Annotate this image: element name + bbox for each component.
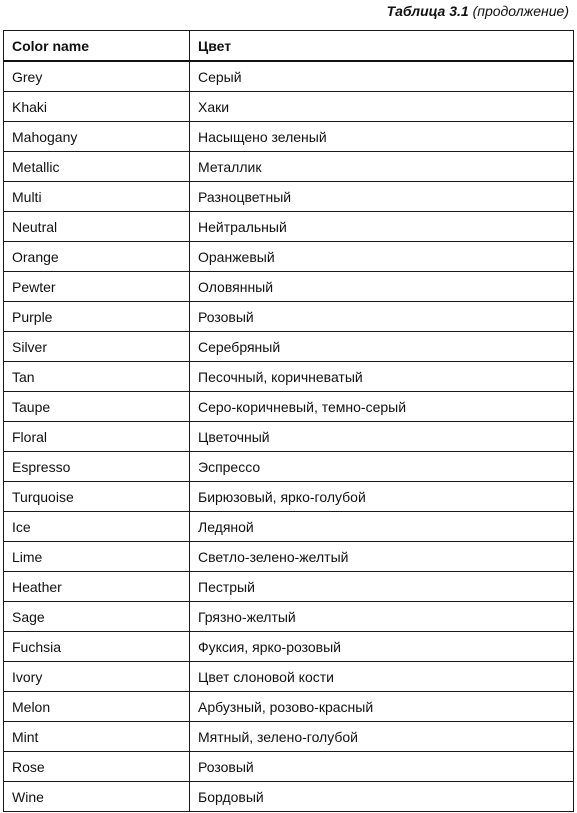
table-row: [4, 782, 574, 812]
color-name-cell: Turquoise: [4, 482, 190, 512]
translation-cell: Цвет слоновой кости: [190, 662, 574, 692]
translation-cell: Розовый: [190, 752, 574, 782]
translation-cell: Нейтральный: [190, 212, 574, 242]
translation-cell: Розовый: [190, 302, 574, 332]
table-row: [4, 61, 574, 92]
color-name-cell: Wine: [4, 782, 190, 812]
color-name-cell: Grey: [4, 61, 190, 92]
table-row: [4, 122, 574, 152]
color-name-cell: Orange: [4, 242, 190, 272]
translation-cell: Оловянный: [190, 272, 574, 302]
table-caption-label: Таблица 3.1: [386, 3, 469, 19]
color-name-cell: Sage: [4, 602, 190, 632]
color-names-table: [3, 30, 574, 812]
color-name-cell: Heather: [4, 572, 190, 602]
translation-cell: Серый: [190, 61, 574, 92]
color-name-cell: Ivory: [4, 662, 190, 692]
color-name-cell: Lime: [4, 542, 190, 572]
table-row: [4, 542, 574, 572]
color-name-cell: Multi: [4, 182, 190, 212]
translation-cell: Насыщено зеленый: [190, 122, 574, 152]
translation-cell: Цветочный: [190, 422, 574, 452]
translation-cell: Серо-коричневый, темно-серый: [190, 392, 574, 422]
table-row: [4, 362, 574, 392]
table-row: [4, 752, 574, 782]
table-row: [4, 512, 574, 542]
translation-cell: Эспрессо: [190, 452, 574, 482]
table-row: [4, 152, 574, 182]
table-row: [4, 182, 574, 212]
table-row: [4, 632, 574, 662]
color-name-cell: Khaki: [4, 92, 190, 122]
table-row: [4, 242, 574, 272]
translation-cell: Фуксия, ярко-розовый: [190, 632, 574, 662]
color-name-cell: Taupe: [4, 392, 190, 422]
translation-cell: Песочный, коричневатый: [190, 362, 574, 392]
color-name-cell: Tan: [4, 362, 190, 392]
color-name-cell: Mahogany: [4, 122, 190, 152]
color-name-cell: Metallic: [4, 152, 190, 182]
table-body: [4, 61, 574, 812]
table-caption: [387, 3, 569, 19]
column-header-translation: Цвет: [190, 31, 574, 62]
table-row: [4, 662, 574, 692]
translation-cell: Грязно-желтый: [190, 602, 574, 632]
color-name-cell: Silver: [4, 332, 190, 362]
table-row: [4, 722, 574, 752]
table-row: [4, 302, 574, 332]
translation-cell: Бирюзовый, ярко-голубой: [190, 482, 574, 512]
color-name-cell: Floral: [4, 422, 190, 452]
color-name-cell: Purple: [4, 302, 190, 332]
translation-cell: Мятный, зелено-голубой: [190, 722, 574, 752]
translation-cell: Серебряный: [190, 332, 574, 362]
table-row: [4, 422, 574, 452]
translation-cell: Разноцветный: [190, 182, 574, 212]
table-header-row: [4, 31, 574, 62]
color-name-cell: Rose: [4, 752, 190, 782]
translation-cell: Оранжевый: [190, 242, 574, 272]
translation-cell: Арбузный, розово-красный: [190, 692, 574, 722]
color-name-cell: Fuchsia: [4, 632, 190, 662]
table-header: [4, 31, 574, 62]
color-name-cell: Melon: [4, 692, 190, 722]
translation-cell: Пестрый: [190, 572, 574, 602]
table-row: [4, 602, 574, 632]
table-row: [4, 692, 574, 722]
translation-cell: Светло-зелено-желтый: [190, 542, 574, 572]
table-row: [4, 272, 574, 302]
translation-cell: Бордовый: [190, 782, 574, 812]
color-name-cell: Ice: [4, 512, 190, 542]
table-row: [4, 452, 574, 482]
color-name-cell: Pewter: [4, 272, 190, 302]
column-header-color-name: Color name: [4, 31, 190, 62]
translation-cell: Металлик: [190, 152, 574, 182]
table-caption-suffix: (продолжение): [472, 3, 569, 19]
table-row: [4, 92, 574, 122]
table-row: [4, 332, 574, 362]
table-row: [4, 572, 574, 602]
table-row: [4, 482, 574, 512]
table-row: [4, 392, 574, 422]
color-name-cell: Neutral: [4, 212, 190, 242]
color-name-cell: Mint: [4, 722, 190, 752]
translation-cell: Хаки: [190, 92, 574, 122]
color-name-cell: Espresso: [4, 452, 190, 482]
table-row: [4, 212, 574, 242]
translation-cell: Ледяной: [190, 512, 574, 542]
